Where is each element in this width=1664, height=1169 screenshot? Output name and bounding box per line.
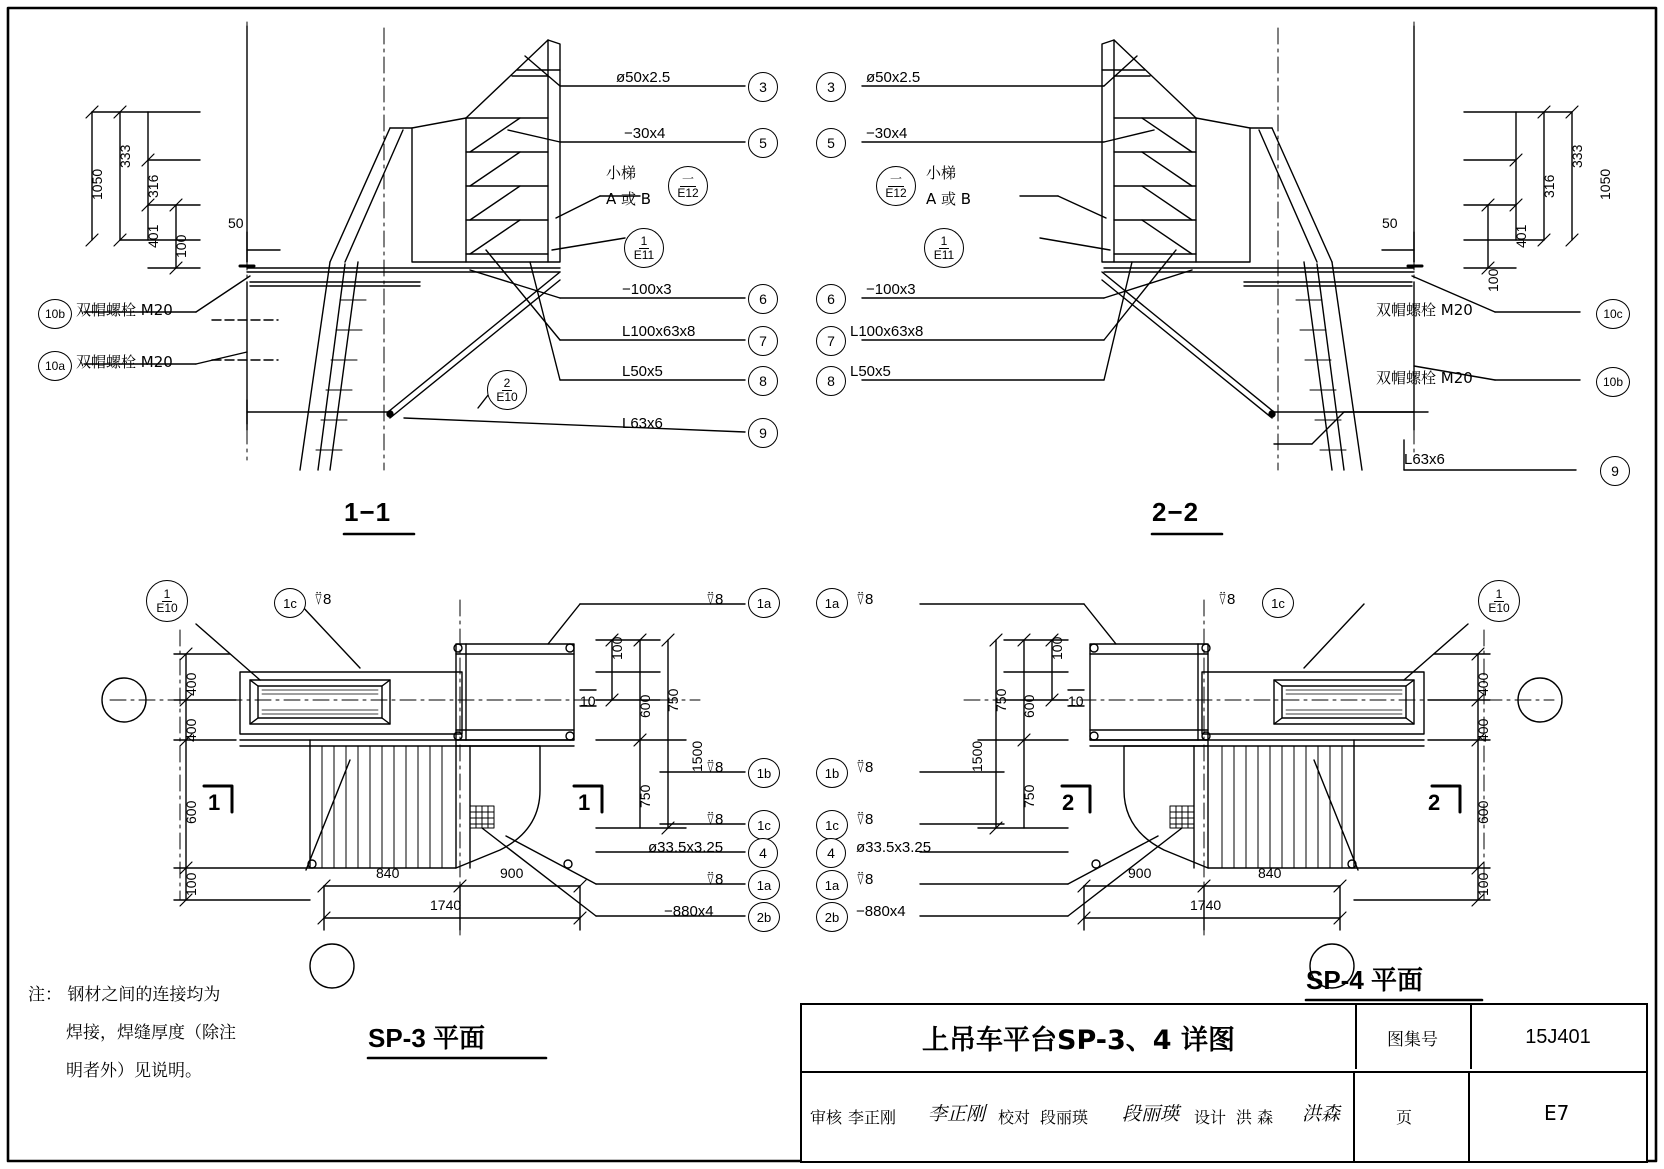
plan-right-ref-e10-bottom: E10: [1488, 600, 1510, 615]
plan-right-dim-600: 600: [1021, 694, 1037, 718]
plan-left-dim-750b: 750: [637, 784, 653, 808]
ref-e10-top-left: 2: [503, 375, 511, 390]
plan-left-text-2b: −880x4: [664, 903, 714, 920]
plan-right-cut-mark-2a: 2: [1062, 790, 1076, 815]
review-signature: 李正刚: [928, 1103, 986, 1125]
callout-text-7-right: L100x63x8: [850, 323, 924, 340]
dim-1050-right: 1050: [1597, 168, 1613, 200]
design-signature: 洪森: [1302, 1103, 1341, 1125]
plan-left-bubble-1a-top[interactable]: 1a: [748, 588, 780, 618]
plan-left-dim-1500: 1500: [689, 740, 705, 772]
ladder-label-line2-left: A 或 B: [606, 190, 652, 208]
plan-right-dim-840: 840: [1258, 865, 1282, 881]
ref-e11-bottom-right: E11: [933, 247, 955, 262]
plan-right-dim-10: 10: [1068, 693, 1084, 709]
plan-left-bubble-1b[interactable]: 1b: [748, 758, 780, 788]
plan-left-dim-750a: 750: [665, 688, 681, 712]
ladder-ref-bubble-left[interactable]: [668, 166, 708, 206]
plan-right-bubble-1a-top[interactable]: 1a: [816, 588, 848, 618]
plan-left-dim-840: 840: [376, 865, 400, 881]
plan-left-dim-400b: 400: [183, 718, 199, 742]
dim-100-left: 100: [173, 234, 189, 258]
ref-e11-bottom-left: E11: [633, 247, 655, 262]
bolt-text-10c-right: 双帽螺栓 M20: [1376, 301, 1473, 319]
ladder-label-line2-right: A 或 B: [926, 190, 972, 208]
plan-left-cut-mark-1b: 1: [578, 790, 592, 815]
review-name: 李正刚: [848, 1108, 897, 1127]
callout-text-6-left: −100x3: [622, 281, 672, 298]
ladder-ref-top-right: 一: [889, 171, 902, 186]
review-label: 审核: [810, 1108, 843, 1127]
callout-bubble-5-left[interactable]: 5: [748, 128, 778, 158]
check-name: 段丽瑛: [1040, 1108, 1089, 1127]
bolt-text-10a-left: 双帽螺栓 M20: [76, 353, 173, 371]
callout-bubble-7-right[interactable]: 7: [816, 326, 846, 356]
section-title-1-1: 1−1: [344, 497, 392, 527]
plan-left-bubble-1a-bot[interactable]: 1a: [748, 870, 780, 900]
plan-right-bubble-4[interactable]: 4: [816, 838, 846, 868]
bolt-bubble-10c-right[interactable]: 10c: [1596, 299, 1630, 329]
plan-left-dim-600: 600: [183, 800, 199, 824]
bolt-text-10b-right: 双帽螺栓 M20: [1376, 369, 1473, 387]
ref-e10-bottom-left: E10: [496, 389, 518, 404]
plan-left-ref-e10[interactable]: [146, 580, 188, 622]
page-value: E7: [1544, 1101, 1570, 1125]
check-label: 校对: [998, 1108, 1031, 1127]
callout-bubble-3-left[interactable]: 3: [748, 72, 778, 102]
callout-text-5-right: −30x4: [866, 125, 908, 142]
plan-left-ref-e10-top: 1: [163, 586, 171, 601]
plan-right-dim-900: 900: [1128, 865, 1152, 881]
plan-left-bubble-1c-top[interactable]: 1c: [274, 588, 306, 618]
dim-401-left: 401: [145, 224, 161, 248]
plan-right-bubble-1c-top[interactable]: 1c: [1262, 588, 1294, 618]
dim-100-right: 100: [1485, 268, 1501, 292]
plan-left-dim-10: 10: [580, 693, 596, 709]
plan-left-cut-mark-1a: 1: [208, 790, 222, 815]
plan-left-dim-1740: 1740: [430, 897, 462, 913]
design-name: 洪 森: [1236, 1108, 1274, 1127]
callout-bubble-9-right[interactable]: 9: [1600, 456, 1630, 486]
callout-bubble-9-left[interactable]: 9: [748, 418, 778, 448]
bolt-bubble-10a-left[interactable]: 10a: [38, 351, 72, 381]
ladder-label-line1-right: 小梯: [926, 164, 957, 182]
ladder-label-line1-left: 小梯: [606, 164, 637, 182]
plan-right-dim-750a: 750: [993, 688, 1009, 712]
dim-333-right: 333: [1569, 144, 1585, 168]
callout-bubble-3-right[interactable]: 3: [816, 72, 846, 102]
plan-right-ref-e10-top: 1: [1495, 586, 1503, 601]
plan-left-text-1c-mid: ⍢8: [706, 811, 724, 828]
plan-right-text-1c-top: ⍢8: [1218, 591, 1236, 608]
page-label: 页: [1396, 1108, 1413, 1127]
ref-e10-bubble-left[interactable]: [487, 370, 527, 410]
title-block: [800, 1003, 1648, 1163]
plan-right-text-2b: −880x4: [856, 903, 906, 920]
callout-bubble-6-left[interactable]: 6: [748, 284, 778, 314]
dim-50-right: 50: [1382, 215, 1398, 231]
check-signature: 段丽瑛: [1122, 1103, 1180, 1125]
callout-text-8-left: L50x5: [622, 363, 663, 380]
dim-50-left: 50: [228, 215, 244, 231]
plan-left-dim-900: 900: [500, 865, 524, 881]
bolt-bubble-10b-left[interactable]: 10b: [38, 299, 72, 329]
plan-right-dim-400b: 400: [1475, 718, 1491, 742]
callout-text-8-right: L50x5: [850, 363, 891, 380]
ladder-ref-bottom-left: E12: [677, 185, 699, 200]
plan-right-dim-1740: 1740: [1190, 897, 1222, 913]
title-block-row-2: [802, 1071, 1646, 1161]
plan-left-text-1b: ⍢8: [706, 759, 724, 776]
plan-left-text-4: ø33.5x3.25: [648, 839, 724, 856]
atlas-number-value: 15J401: [1525, 1025, 1591, 1048]
ref-e11-top-left: 1: [640, 233, 648, 248]
plan-left-bubble-1c-mid[interactable]: 1c: [748, 810, 780, 840]
plan-left-text-1c-top: ⍢8: [314, 591, 332, 608]
dim-401-right: 401: [1513, 224, 1529, 248]
ref-e11-top-right: 1: [940, 233, 948, 248]
plan-left-text-1a-bot: ⍢8: [706, 871, 724, 888]
plan-right-dim-100: 100: [1475, 872, 1491, 896]
plan-right-text-4: ø33.5x3.25: [856, 839, 932, 856]
plan-left-dim-400a: 400: [183, 672, 199, 696]
plan-right-dim-750b: 750: [1021, 784, 1037, 808]
plan-right-ref-e10[interactable]: [1478, 580, 1520, 622]
plan-left-ref-e10-bottom: E10: [156, 600, 178, 615]
bolt-text-10b-left: 双帽螺栓 M20: [76, 301, 173, 319]
ladder-ref-bubble-right[interactable]: [876, 166, 916, 206]
plan-left-dim-100: 100: [183, 872, 199, 896]
plan-left-dim-600r: 600: [637, 694, 653, 718]
plan-right-dim-600r: 600: [1475, 800, 1491, 824]
plan-right-cut-mark-2b: 2: [1428, 790, 1442, 815]
bolt-bubble-10b-right[interactable]: 10b: [1596, 367, 1630, 397]
plan-left-bubble-2b[interactable]: 2b: [748, 902, 780, 932]
ref-e11-bubble-right[interactable]: [924, 228, 964, 268]
atlas-number-label: 图集号: [1355, 1005, 1472, 1069]
ladder-ref-top-left: 一: [681, 171, 694, 186]
dim-333-left: 333: [117, 144, 133, 168]
design-label: 设计: [1194, 1108, 1227, 1127]
callout-bubble-8-left[interactable]: 8: [748, 366, 778, 396]
plan-right-text-1a-bot: ⍢8: [856, 871, 874, 888]
ladder-ref-bottom-right: E12: [885, 185, 907, 200]
plan-right-bubble-1c-mid[interactable]: 1c: [816, 810, 848, 840]
plan-right-text-1a-top: ⍢8: [856, 591, 874, 608]
callout-text-7-left: L100x63x8: [622, 323, 696, 340]
plan-title-sp3: SP-3 平面: [368, 1023, 486, 1053]
plan-left-text-1a-top: ⍢8: [706, 591, 724, 608]
plan-left-bubble-4[interactable]: 4: [748, 838, 778, 868]
title-block-row-1: [802, 1005, 1646, 1073]
dim-1050-left: 1050: [89, 168, 105, 200]
dim-316-right: 316: [1541, 174, 1557, 198]
callout-text-3-left: ø50x2.5: [616, 69, 671, 86]
callout-text-5-left: −30x4: [624, 125, 666, 142]
plan-right-dim-1500: 1500: [969, 740, 985, 772]
dim-316-left: 316: [145, 174, 161, 198]
plan-right-dim-400a: 400: [1475, 672, 1491, 696]
drawing-main-title: 上吊车平台SP-3、4 详图: [802, 1005, 1357, 1069]
plan-right-bubble-2b[interactable]: 2b: [816, 902, 848, 932]
callout-bubble-8-right[interactable]: 8: [816, 366, 846, 396]
section-title-2-2: 2−2: [1152, 497, 1200, 527]
callout-text-3-right: ø50x2.5: [866, 69, 921, 86]
plan-right-bubble-1b[interactable]: 1b: [816, 758, 848, 788]
plan-title-sp4: SP-4 平面: [1306, 965, 1424, 995]
callout-text-6-right: −100x3: [866, 281, 916, 298]
callout-bubble-7-left[interactable]: 7: [748, 326, 778, 356]
note-line-3: 明者外）见说明。: [66, 1061, 202, 1081]
note-line-1: 注： 钢材之间的连接均为: [28, 985, 221, 1005]
note-line-2: 焊接，焊缝厚度（除注: [66, 1023, 236, 1043]
callout-text-9-right: L63x6: [1404, 451, 1445, 468]
ref-e11-bubble-left[interactable]: [624, 228, 664, 268]
plan-right-text-1b: ⍢8: [856, 759, 874, 776]
plan-left-dim-100r: 100: [609, 636, 625, 660]
plan-right-text-1c-mid: ⍢8: [856, 811, 874, 828]
plan-right-bubble-1a-bot[interactable]: 1a: [816, 870, 848, 900]
callout-bubble-6-right[interactable]: 6: [816, 284, 846, 314]
callout-text-9-left: L63x6: [622, 415, 663, 432]
plan-right-dim-100l: 100: [1049, 636, 1065, 660]
callout-bubble-5-right[interactable]: 5: [816, 128, 846, 158]
